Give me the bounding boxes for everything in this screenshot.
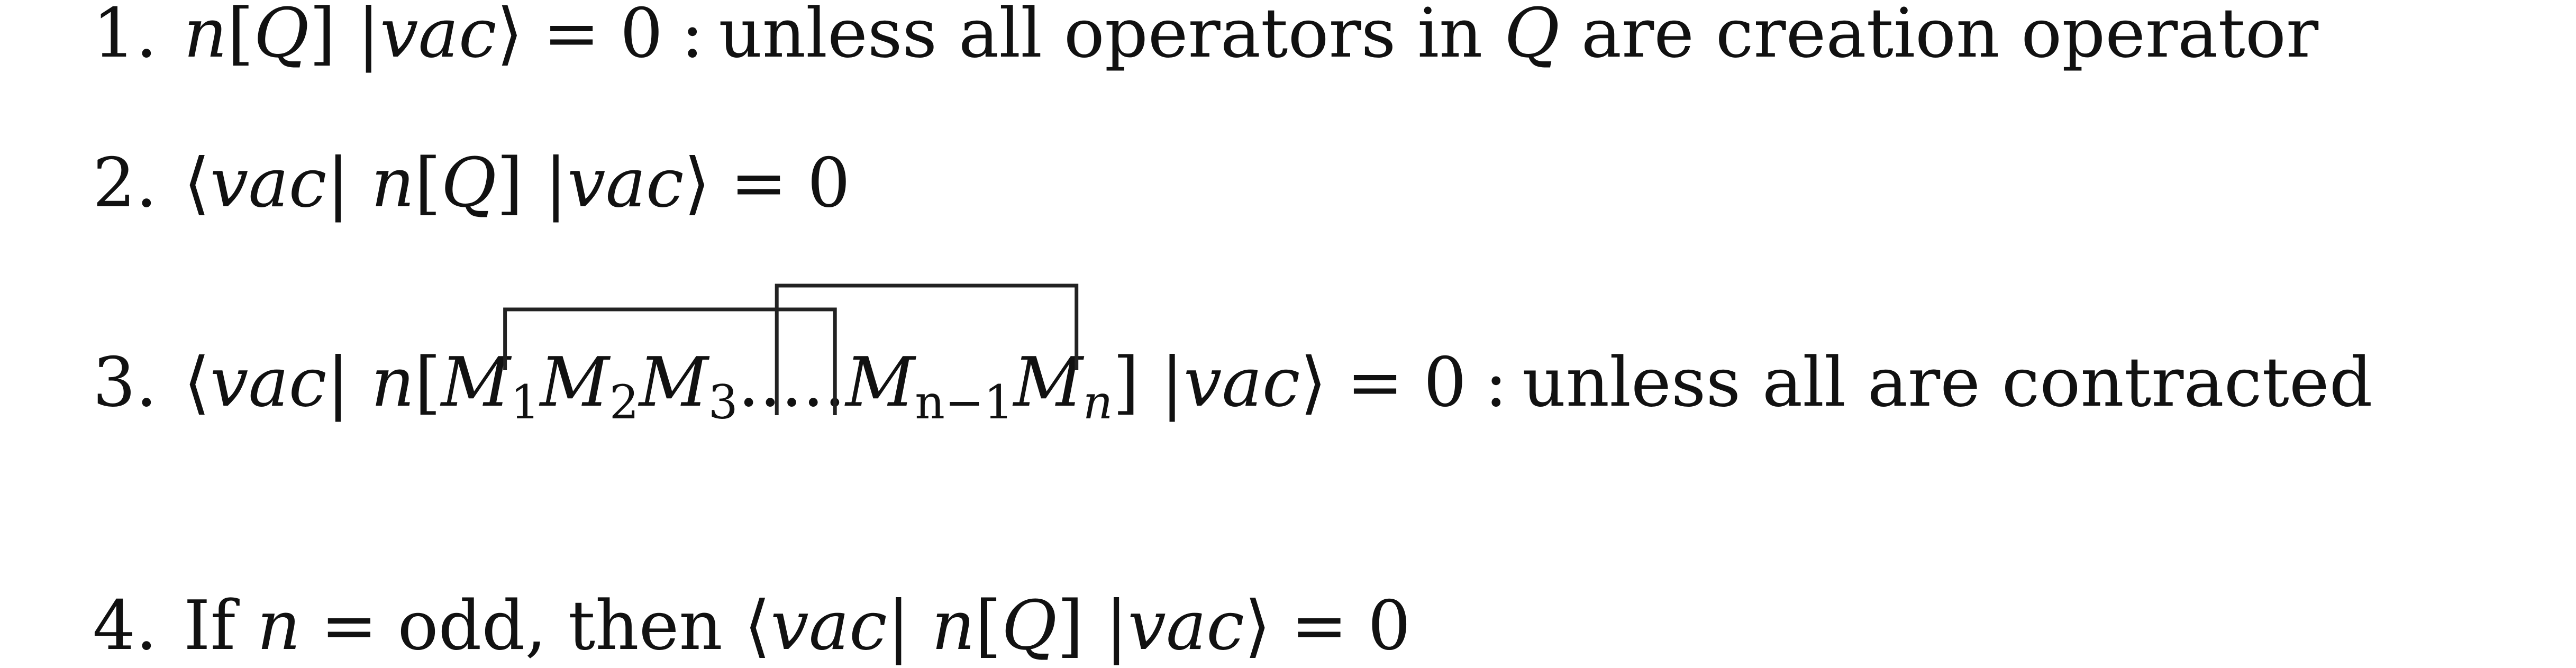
- operator-product: Q: [1001, 587, 1057, 665]
- ket-angle: ⟩: [1300, 343, 1327, 422]
- item-number: 2.: [93, 144, 158, 223]
- close-bracket: ]: [496, 144, 523, 223]
- close-bracket: ]: [1113, 343, 1140, 422]
- equals-sign: =: [730, 144, 787, 223]
- ket-bar: |: [1105, 587, 1128, 665]
- zero-value: 0: [1368, 587, 1411, 665]
- vacuum-ket: vac: [567, 144, 684, 223]
- item-number: 4.: [93, 587, 158, 665]
- zero-value: 0: [807, 144, 851, 223]
- operator-m-n: $M_n$: [1013, 343, 1113, 429]
- close-bracket: ]: [309, 0, 336, 73]
- vacuum-ket: vac: [380, 0, 497, 73]
- colon: :: [681, 0, 704, 73]
- normal-order-symbol: n: [931, 587, 975, 665]
- bra-angle: ⟨: [184, 144, 211, 223]
- bra-angle: ⟨: [744, 587, 771, 665]
- condition-operator-q: Q: [1504, 0, 1560, 73]
- operator-m-n-minus-1: $M_{n-1}$: [845, 343, 1014, 429]
- contraction-bracket-m1: [505, 309, 835, 415]
- bra-bar: |: [887, 587, 910, 665]
- bra-bar: |: [326, 144, 350, 223]
- zero-value: 0: [620, 0, 663, 73]
- ellipsis-dots: .....: [738, 343, 846, 422]
- open-bracket: [: [414, 343, 441, 422]
- operator-m3: $M_3$: [639, 343, 738, 429]
- equals-sign: =: [1290, 587, 1348, 665]
- close-bracket: ]: [1057, 587, 1084, 665]
- operator-m2: $M_2$: [540, 343, 639, 429]
- vacuum-bra: vac: [210, 343, 327, 422]
- then-word: then: [568, 587, 723, 665]
- operator-m1: $M_1$: [441, 343, 540, 429]
- vacuum-bra: vac: [210, 144, 327, 223]
- item-number: 1.: [93, 0, 158, 73]
- bra-bar: |: [326, 343, 350, 422]
- condition-text: unless all operators in: [718, 0, 1483, 73]
- equals-sign: =: [1346, 343, 1404, 422]
- ket-bar: |: [544, 144, 568, 223]
- operator-product: Q: [441, 144, 497, 223]
- vacuum-ket: vac: [1127, 587, 1244, 665]
- normal-order-symbol: n: [371, 343, 415, 422]
- open-bracket: [: [975, 587, 1002, 665]
- operator-count-n: n: [257, 587, 301, 665]
- condition-text: unless all are contracted: [1522, 343, 2373, 422]
- if-word: If: [184, 587, 236, 665]
- ket-angle: ⟩: [1244, 587, 1271, 665]
- ket-bar: |: [357, 0, 380, 73]
- bra-angle: ⟨: [184, 343, 211, 422]
- ket-angle: ⟩: [496, 0, 523, 73]
- ket-angle: ⟩: [684, 144, 711, 223]
- normal-order-symbol: n: [371, 144, 415, 223]
- ket-bar: |: [1161, 343, 1184, 422]
- equals-sign: =: [321, 587, 378, 665]
- vacuum-ket: vac: [1184, 343, 1300, 422]
- equals-sign: =: [543, 0, 600, 73]
- item-number: 3.: [93, 343, 158, 422]
- operator-product: Q: [253, 0, 310, 73]
- open-bracket: [: [227, 0, 254, 73]
- open-bracket: [: [414, 144, 441, 223]
- normal-order-symbol: n: [184, 0, 227, 73]
- odd-word: odd,: [397, 587, 547, 665]
- contraction-bracket-mn: [777, 286, 1077, 415]
- vacuum-bra: vac: [770, 587, 887, 665]
- colon: :: [1485, 343, 1508, 422]
- zero-value: 0: [1423, 343, 1467, 422]
- condition-text-tail: are creation operator: [1581, 0, 2319, 73]
